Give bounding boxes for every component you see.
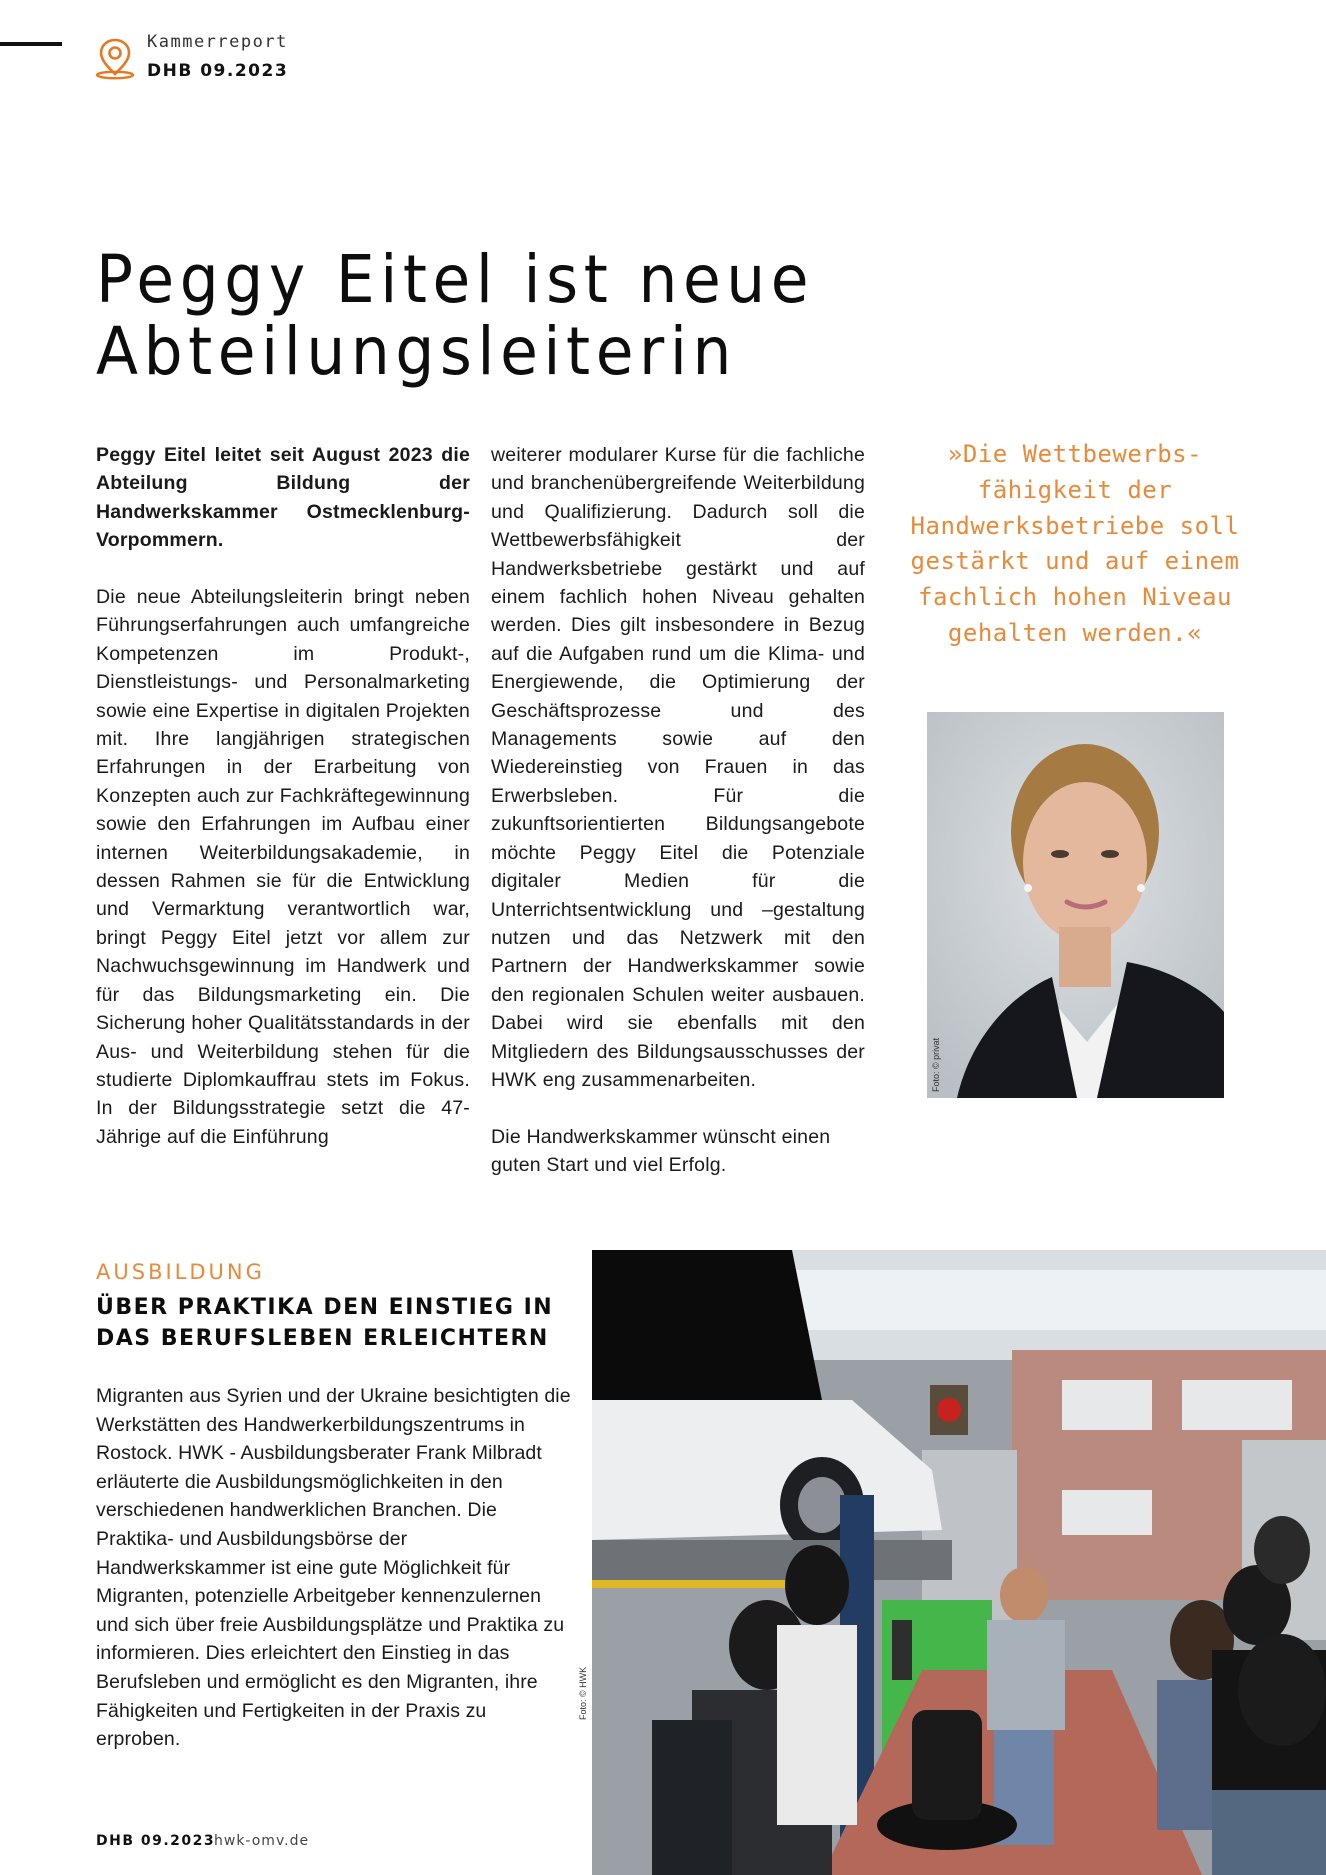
portrait-photo-credit: Foto: © privat [931,1037,941,1092]
workshop-illustration [592,1250,1326,1875]
section-label: AUSBILDUNG [96,1260,265,1284]
article-lead: Peggy Eitel leitet seit August 2023 die Abteilung Bildung der Handwerkskammer Ostmecklenburg-Vorpommern. [96,444,470,552]
article-headline [96,241,1166,390]
publication-issue: DHB 09.2023 [147,61,289,81]
portrait-illustration [927,712,1224,1098]
pull-quote: »Die Wettbewerbs-fähigkeit der Handwerksbetriebe soll gestärkt und auf einem fachlich hohen Niveau gehalten werden.« [910,440,1240,647]
headline-line-2: Abteilungsleiterin [96,313,737,390]
article-column-1 [96,441,470,1151]
article-closing: Die Handwerkskammer wünscht einen guten Start und viel Erfolg. [491,1125,831,1177]
section-title: ÜBER PRAKTIKA DEN EINSTIEG IN DAS BERUFSLEBEN ERLEICHTERN [96,1295,554,1351]
footer-url-link[interactable]: hwk-omv.de [214,1833,310,1849]
publication-kicker: Kammerreport [147,32,288,52]
workshop-photo-credit: Foto: © HWK [578,1666,588,1720]
footer-issue: DHB 09.2023 [96,1833,216,1849]
section-body: Migranten aus Syrien und der Ukraine besichtigten die Werkstätten des Handwerkerbildungszentrums in Rostock. HWK - Ausbildungsberater Frank Milbradt erläuterte die Ausbildungsmöglichkeiten in den verschiedenen handwerklichen Branchen. Die Praktika- und Ausbildungsbörse der Handwerkskammer ist eine gute Möglichkeit für Migranten, potenzielle Arbeitgeber kennenzulernen und sich über freie Ausbildungsplätze und Praktika zu informieren. Dies erleichtert den Einstieg in das Berufsleben und ermöglicht es den Migranten, ihre Fähigkeiten und Fertigkeiten in der Praxis zu erproben. [96,1385,571,1751]
location-pin-icon [94,36,136,80]
headline-line-1: Peggy Eitel ist neue [96,241,815,318]
article-body-1: Die neue Abteilungsleiterin bringt neben Führungserfahrungen auch umfangreiche Kompetenzen im Produkt-, Dienstleistungs- und Personalmarketing sowie eine Expertise in digitalen Projekten mit. Ihre langjährigen strategischen Erfahrungen in der Erarbeitung von Konzepten auch zur Fachkräftegewinnung sowie den Erfahrungen im Aufbau einer internen Weiterbildungsakademie, in dessen Rahmen sie für die Entwicklung und Vermarktung verantwortlich war, bringt Peggy Eitel jetzt vor allem zur Nachwuchsgewinnung im Handwerk und für das Bildungsmarketing ein. Die Sicherung hoher Qualitätsstandards in der Aus- und Weiterbildung stehen für die studierte Diplomkauffrau stets im Fokus. In der Bildungsstrategie setzt die 47-Jährige auf die Einführung [96,586,470,1148]
portrait-photo [927,712,1224,1098]
article-column-2 [491,441,865,1180]
top-rule [0,42,62,46]
article-body-2: weiterer modularer Kurse für die fachliche und branchenübergreifende Weiterbildung und Qualifizierung. Dadurch soll die Wettbewerbsfähigkeit der Handwerksbetriebe gestärkt und auf einem fachlich hohen Niveau gehalten werden. Dies gilt insbesondere in Bezug auf die Aufgaben rund um die Klima- und Energiewende, die Optimierung der Geschäftsprozesse und des Managements sowie auf den Wiedereinstieg von Frauen in das Erwerbsleben. Für die zukunftsorientierten Bildungsangebote möchte Peggy Eitel die Potenziale digitaler Medien für die Unterrichtsentwicklung und –gestaltung nutzen und das Netzwerk mit den Partnern der Handwerkskammer sowie den regionalen Schulen weiter ausbauen. Dabei wird sie ebenfalls mit den Mitgliedern des Bildungsausschusses der HWK eng zusammenarbeiten. [491,444,865,1091]
workshop-photo [592,1250,1326,1875]
